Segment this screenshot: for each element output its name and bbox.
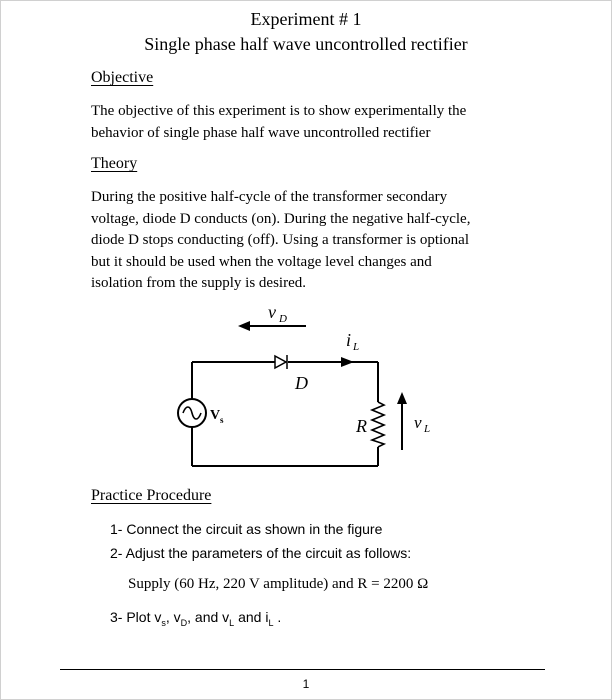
procedure-step-2: 2- Adjust the parameters of the circuit as follows: (110, 545, 412, 561)
current-label: i (346, 330, 352, 350)
diode-voltage-label: v (268, 302, 276, 322)
procedure-step-1: 1- Connect the circuit as shown in the figure (110, 521, 383, 537)
step3-sub: L (229, 617, 235, 628)
procedure-heading: Practice Procedure (91, 487, 212, 504)
ac-source-symbol (178, 399, 206, 427)
resistor-label: R (356, 416, 367, 436)
step3-text: 3- Plot v (110, 609, 162, 625)
load-voltage-subscript: L (424, 423, 431, 435)
objective-line: behavior of single phase half wave uncontrolled rectifier (91, 124, 431, 141)
theory-line: but it should be used when the voltage level changes and (91, 253, 432, 270)
step3-sub: L (268, 617, 274, 628)
step3-sub: s (161, 617, 166, 628)
theory-line: diode D stops conducting (off). Using a transformer is optional (91, 232, 469, 248)
step3-text: and i (234, 609, 269, 625)
resistor-symbol (372, 402, 384, 447)
procedure-supply-parameters: Supply (60 Hz, 220 V amplitude) and R = 2200 Ω (128, 576, 429, 592)
diode-symbol (275, 355, 287, 369)
diode-voltage-subscript: D (279, 313, 287, 325)
theory-line: isolation from the supply is desired. (91, 275, 306, 291)
footer-divider (60, 669, 545, 670)
source-subscript: s (220, 415, 224, 425)
step3-text: . (273, 609, 282, 625)
theory-heading: Theory (91, 155, 138, 172)
diode-label: D (295, 373, 308, 393)
diode-voltage-arrow (238, 321, 306, 331)
current-subscript: L (353, 341, 360, 353)
load-voltage-arrow (397, 392, 407, 450)
procedure-step-3 (110, 609, 281, 628)
step3-text: , v (165, 609, 181, 625)
step3-text: , and v (187, 609, 230, 625)
page-number: 1 (302, 677, 310, 691)
theory-line: During the positive half-cycle of the transformer secondary (91, 189, 448, 205)
experiment-subtitle: Single phase half wave uncontrolled rectifier (144, 34, 468, 54)
step3-sub: D (180, 617, 188, 628)
current-arrow (341, 357, 354, 367)
theory-line: voltage, diode D conducts (on). During the negative half-cycle, (91, 210, 471, 227)
experiment-title: Experiment # 1 (250, 9, 362, 29)
source-label: V (210, 408, 221, 423)
load-voltage-label: v (414, 413, 422, 432)
objective-heading: Objective (91, 69, 154, 86)
objective-line: The objective of this experiment is to show experimentally the (91, 103, 467, 119)
